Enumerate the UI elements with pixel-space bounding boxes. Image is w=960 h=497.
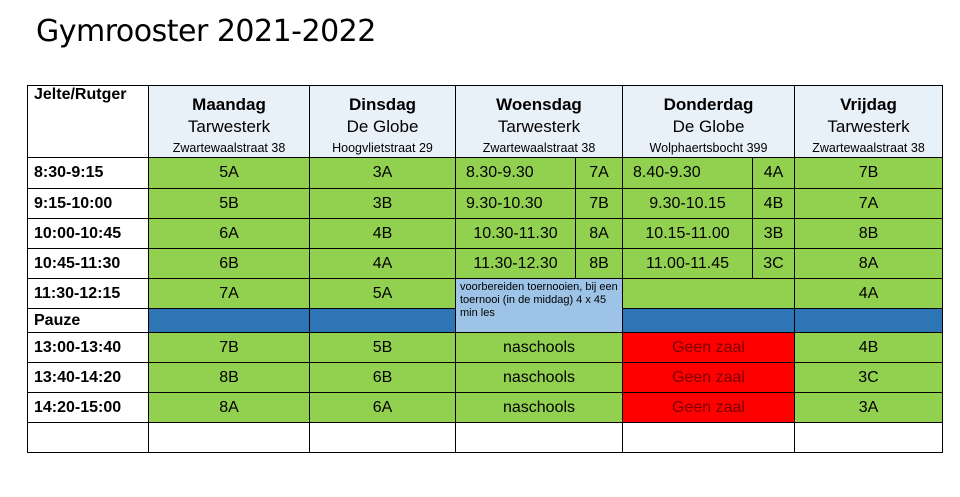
time-cell: 13:00-13:40 — [28, 333, 149, 363]
day-location: Tarwesterk — [187, 116, 271, 136]
pause-cell — [310, 309, 456, 333]
wed-time-cell: 9.30-10.30 — [456, 189, 576, 219]
day-name: Woensdag — [496, 94, 582, 114]
table-row — [28, 279, 943, 309]
table-row — [28, 249, 943, 279]
header-row — [28, 86, 943, 158]
thu-class-cell: 4A — [753, 158, 795, 189]
class-cell: 5A — [149, 158, 310, 189]
thu-time-cell: 9.30-10.15 — [623, 189, 753, 219]
day-name: Dinsdag — [348, 94, 417, 114]
time-cell: 9:15-10:00 — [28, 189, 149, 219]
class-cell: 6B — [310, 363, 456, 393]
class-cell: 5B — [310, 333, 456, 363]
wed-time-cell: 10.30-11.30 — [456, 219, 576, 249]
pause-label: Pauze — [28, 309, 149, 333]
day-address: Zwartewaalstraat 38 — [812, 140, 925, 155]
day-address: Wolphaertsbocht 399 — [649, 140, 768, 155]
no-gym-cell: Geen zaal — [623, 393, 795, 423]
day-address: Zwartewaalstraat 38 — [482, 140, 596, 155]
class-cell: 3A — [795, 393, 943, 423]
empty-cell — [623, 279, 795, 309]
day-address: Zwartewaalstraat 38 — [172, 140, 286, 155]
class-cell: 8A — [149, 393, 310, 423]
page-title: Gymrooster 2021-2022 — [36, 14, 376, 49]
wed-class-cell: 7B — [576, 189, 623, 219]
class-cell: 4B — [795, 333, 943, 363]
table-row — [28, 363, 943, 393]
class-cell: 4A — [310, 249, 456, 279]
day-name: Donderdag — [663, 94, 754, 114]
empty-row — [28, 423, 943, 453]
wed-class-cell: 8A — [576, 219, 623, 249]
time-cell: 13:40-14:20 — [28, 363, 149, 393]
wed-class-cell: 7A — [576, 158, 623, 189]
day-location: Tarwesterk — [497, 116, 581, 136]
class-cell: 6A — [149, 219, 310, 249]
no-gym-cell: Geen zaal — [623, 363, 795, 393]
day-header-monday — [149, 86, 310, 158]
class-cell: 7B — [795, 158, 943, 189]
wed-time-cell: 11.30-12.30 — [456, 249, 576, 279]
no-gym-cell: Geen zaal — [623, 333, 795, 363]
class-cell: 8B — [795, 219, 943, 249]
table-row — [28, 219, 943, 249]
thu-class-cell: 3B — [753, 219, 795, 249]
empty-cell — [456, 423, 623, 453]
thu-class-cell: 3C — [753, 249, 795, 279]
pause-cell — [149, 309, 310, 333]
day-name: Maandag — [192, 94, 266, 114]
thu-time-cell: 10.15-11.00 — [623, 219, 753, 249]
day-name: Vrijdag — [840, 94, 897, 114]
time-cell: 14:20-15:00 — [28, 393, 149, 423]
class-cell: 3A — [310, 158, 456, 189]
class-cell: 8A — [795, 249, 943, 279]
class-cell: 5B — [149, 189, 310, 219]
day-header-thursday — [623, 86, 795, 158]
time-cell: 8:30-9:15 — [28, 158, 149, 189]
empty-cell — [623, 423, 795, 453]
day-location: Tarwesterk — [827, 116, 910, 136]
table-row — [28, 189, 943, 219]
corner-label: Jelte/Rutger — [28, 86, 149, 158]
empty-cell — [149, 423, 310, 453]
wed-class-cell: 8B — [576, 249, 623, 279]
wednesday-note: voorbereiden toernooien, bij een toernooi (in de middag) 4 x 45 min les — [456, 279, 623, 333]
day-header-tuesday — [310, 86, 456, 158]
class-cell: 5A — [310, 279, 456, 309]
wed-cell: naschools — [456, 393, 623, 423]
wed-cell: naschools — [456, 363, 623, 393]
class-cell: 6B — [149, 249, 310, 279]
empty-cell — [795, 423, 943, 453]
class-cell: 3C — [795, 363, 943, 393]
class-cell: 7A — [795, 189, 943, 219]
pause-cell — [623, 309, 795, 333]
class-cell: 7B — [149, 333, 310, 363]
class-cell: 7A — [149, 279, 310, 309]
class-cell: 4B — [310, 219, 456, 249]
thu-class-cell: 4B — [753, 189, 795, 219]
thu-time-cell: 11.00-11.45 — [623, 249, 753, 279]
time-cell: 10:45-11:30 — [28, 249, 149, 279]
class-cell: 4A — [795, 279, 943, 309]
class-cell: 3B — [310, 189, 456, 219]
table-row — [28, 158, 943, 189]
table-row — [28, 393, 943, 423]
wed-time-cell: 8.30-9.30 — [456, 158, 576, 189]
day-header-friday — [795, 86, 943, 158]
day-location: De Globe — [672, 116, 745, 136]
thu-time-cell: 8.40-9.30 — [623, 158, 753, 189]
wed-cell: naschools — [456, 333, 623, 363]
empty-cell — [28, 423, 149, 453]
day-location: De Globe — [346, 116, 419, 136]
pause-cell — [795, 309, 943, 333]
day-header-wednesday — [456, 86, 623, 158]
table-row — [28, 333, 943, 363]
class-cell: 8B — [149, 363, 310, 393]
day-address: Hoogvlietstraat 29 — [332, 140, 433, 155]
class-cell: 6A — [310, 393, 456, 423]
schedule-table — [27, 85, 943, 453]
empty-cell — [310, 423, 456, 453]
time-cell: 11:30-12:15 — [28, 279, 149, 309]
time-cell: 10:00-10:45 — [28, 219, 149, 249]
